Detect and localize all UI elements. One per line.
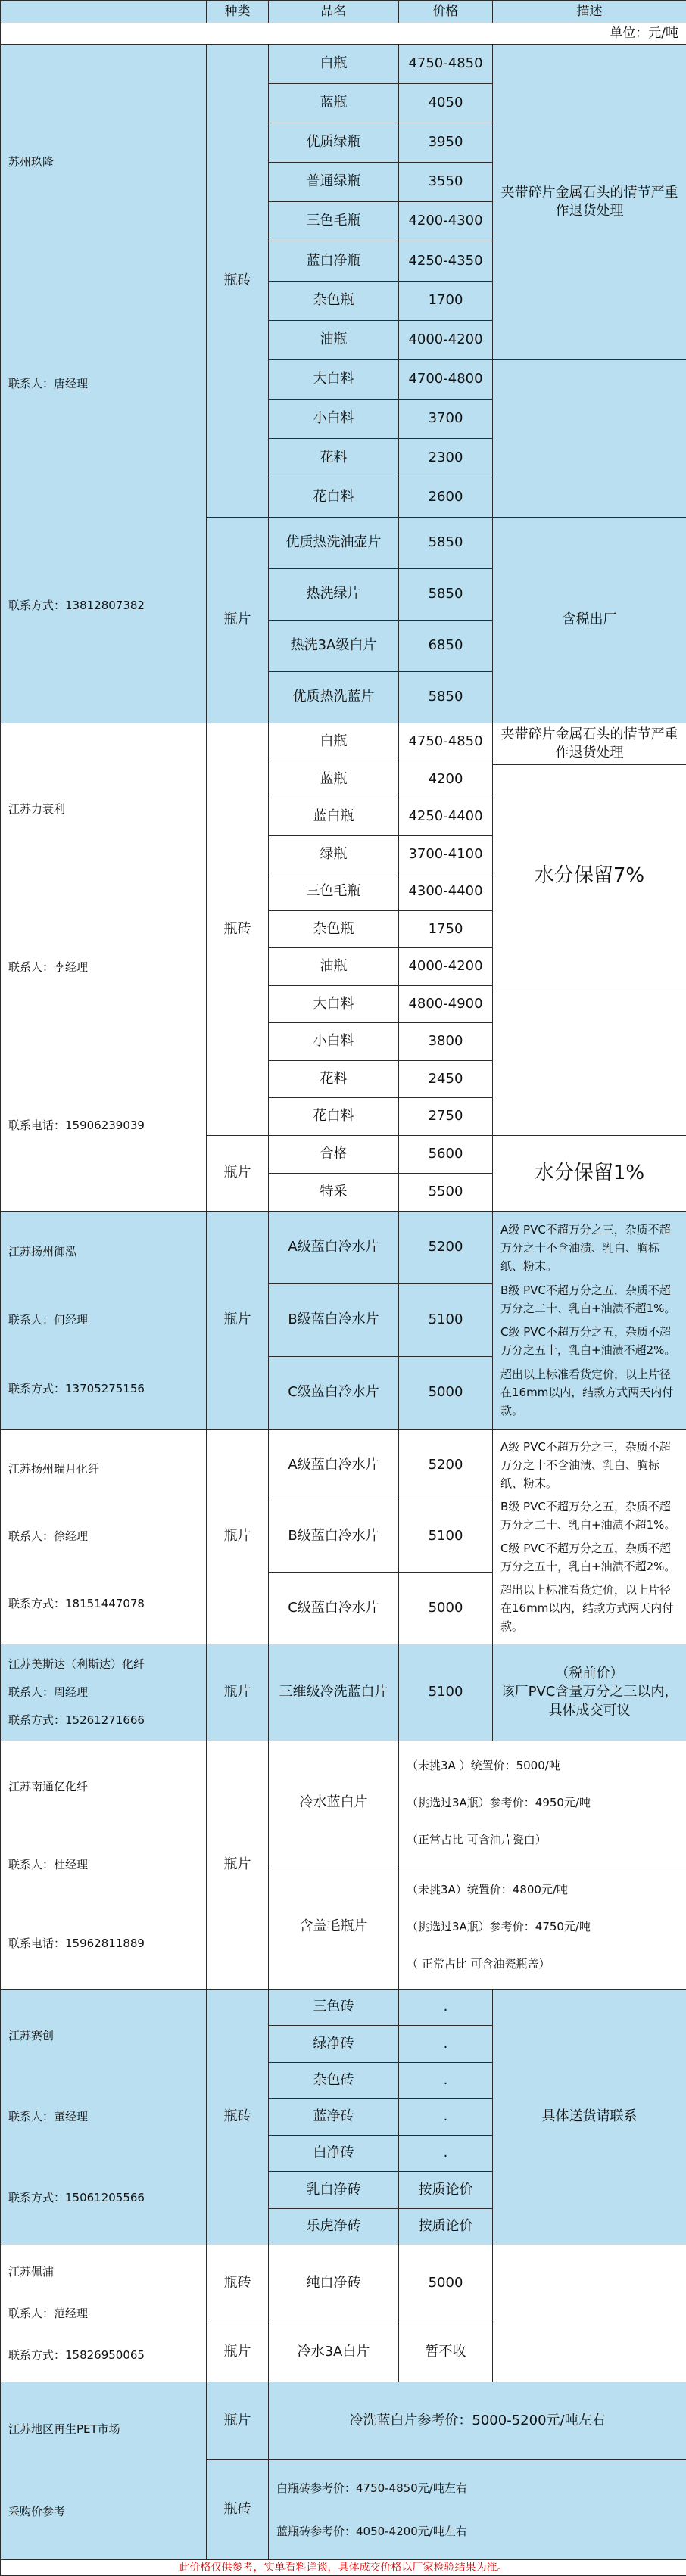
desc-contact: 具体送货请联系 xyxy=(492,1989,686,2245)
product-name: 冷水3A白片 xyxy=(268,2322,399,2382)
product-price: 2750 xyxy=(398,1097,493,1136)
product-name: 含盖毛瓶片 xyxy=(268,1865,399,1990)
cell-line: 联系人：范经理 xyxy=(8,2306,89,2320)
type-flake: 瓶片 xyxy=(206,517,269,723)
product-name: 大白料 xyxy=(268,359,399,400)
cell-line: 江苏佩浦 xyxy=(8,2265,55,2279)
product-name: B级蓝白冷水片 xyxy=(268,1283,399,1357)
cell-line: 联系人：徐经理 xyxy=(8,1529,89,1544)
cell-line: 联系方式：13812807382 xyxy=(8,599,145,613)
product-price: 3700-4100 xyxy=(398,835,493,873)
cell-line: （挑选过3A瓶）参考价：4950元/吨 xyxy=(407,1796,591,1810)
cell-line: 江苏地区再生PET市场 xyxy=(8,2422,120,2437)
product-price: 5500 xyxy=(398,1173,493,1212)
type-flake: 瓶片 xyxy=(206,2322,269,2382)
market-flake-price: 冷洗蓝白片参考价：5000-5200元/吨左右 xyxy=(268,2382,686,2460)
desc-blank xyxy=(492,359,686,518)
header-blank xyxy=(0,0,207,23)
cell-line: A级 PVC不超万分之三，杂质不超万分之十不含油渍、乳白、胸标纸、粉末。 xyxy=(500,1222,671,1273)
cell-line: 江苏扬州瑞月化纤 xyxy=(8,1462,100,1476)
product-price: 4800-4900 xyxy=(398,985,493,1023)
type-flake: 瓶片 xyxy=(206,1644,269,1741)
market-reference xyxy=(0,2382,207,2560)
product-price: 5200 xyxy=(398,1429,493,1501)
cell-line: 蓝瓶砖参考价：4050-4200元/吨左右 xyxy=(276,2525,467,2539)
cell-line: 白瓶砖参考价：4750-4850元/吨左右 xyxy=(276,2481,467,2495)
product-name: 大白料 xyxy=(268,985,399,1023)
cell-line: 江苏南通亿化纤 xyxy=(8,1779,89,1794)
product-name: 蓝瓶 xyxy=(268,83,399,123)
cell-line: （未挑3A）统置价：4800元/吨 xyxy=(407,1883,569,1897)
supplier-ruiyue xyxy=(0,1429,207,1644)
cell-line: 江苏美斯达（利斯达）化纤 xyxy=(8,1657,145,1672)
product-name: 绿净砖 xyxy=(268,2025,399,2063)
cell-line: 苏州玖隆 xyxy=(8,154,55,169)
price-notes xyxy=(398,1741,686,1865)
product-name: 小白料 xyxy=(268,399,399,439)
product-price: 4750-4850 xyxy=(398,44,493,84)
product-price: 5850 xyxy=(398,517,493,569)
product-price: 4750-4850 xyxy=(398,723,493,761)
product-name: 白瓶 xyxy=(268,44,399,84)
product-name: 杂色瓶 xyxy=(268,281,399,321)
product-price: 4000-4200 xyxy=(398,947,493,986)
product-name: 油瓶 xyxy=(268,947,399,986)
cell-line: 超出以上标准看货定价，以上片径在16mm以内，结款方式两天内付款。 xyxy=(500,1582,674,1633)
cell-line: 联系电话：15906239039 xyxy=(8,1118,145,1133)
cell-line: C级 PVC不超万分之五，杂质不超万分之五十，乳白+油渍不超2%。 xyxy=(500,1325,676,1358)
product-price: 1700 xyxy=(398,281,493,321)
supplier-lixin xyxy=(0,723,207,1212)
desc-meisida: （税前价） 该厂PVC含量万分之三以内，具体成交可议 xyxy=(492,1644,686,1741)
supplier-meisida xyxy=(0,1644,207,1741)
product-price: 按质论价 xyxy=(398,2171,493,2209)
cell-line: A级 PVC不超万分之三，杂质不超万分之十不含油渍、乳白、胸标纸、粉末。 xyxy=(500,1440,671,1491)
product-name: 小白料 xyxy=(268,1022,399,1061)
product-name: 花料 xyxy=(268,1060,399,1098)
product-price: 3550 xyxy=(398,162,493,202)
product-price: 4050 xyxy=(398,83,493,123)
product-price: 5850 xyxy=(398,568,493,621)
product-price: 3800 xyxy=(398,1022,493,1061)
type-brick: 瓶砖 xyxy=(206,2245,269,2322)
product-name: 白瓶 xyxy=(268,723,399,761)
product-name: 三色砖 xyxy=(268,1989,399,2026)
product-name: 优质热洗蓝片 xyxy=(268,671,399,723)
product-name: 乐虎净砖 xyxy=(268,2208,399,2245)
header-price: 价格 xyxy=(398,0,493,23)
cell-line: 江苏力衰利 xyxy=(8,801,66,816)
product-price: 6850 xyxy=(398,620,493,672)
type-flake: 瓶片 xyxy=(206,1135,269,1212)
product-price: 5100 xyxy=(398,1283,493,1357)
product-name: 三色毛瓶 xyxy=(268,201,399,241)
price-notes xyxy=(398,1865,686,1990)
type-flake: 瓶片 xyxy=(206,1741,269,1990)
product-price: 5000 xyxy=(398,1572,493,1644)
product-name: 花料 xyxy=(268,438,399,478)
cell-line: （未挑3A ）统置价：5000/吨 xyxy=(407,1759,560,1773)
product-price: 5100 xyxy=(398,1644,493,1741)
product-price: 2450 xyxy=(398,1060,493,1098)
product-name: 热洗3A级白片 xyxy=(268,620,399,672)
cell-line: 超出以上标准看货定价，以上片径在16mm以内，结款方式两天内付款。 xyxy=(500,1367,674,1418)
product-name: 油瓶 xyxy=(268,320,399,360)
cell-line: （ 正常占比 可含油瓷瓶盖） xyxy=(407,1957,550,1971)
desc-impurity: 夹带碎片金属石头的情节严重作退货处理 xyxy=(492,44,686,360)
cell-line: 联系人：何经理 xyxy=(8,1313,89,1327)
header-type: 种类 xyxy=(206,0,269,23)
cell-line: 江苏扬州御泓 xyxy=(8,1245,77,1259)
product-price: 2300 xyxy=(398,438,493,478)
product-price: 4250-4400 xyxy=(398,798,493,836)
product-price: 4250-4350 xyxy=(398,241,493,282)
product-name: 蓝白瓶 xyxy=(268,798,399,836)
product-price: 5000 xyxy=(398,2245,493,2322)
product-price: 2600 xyxy=(398,478,493,518)
grade-desc xyxy=(492,1429,686,1644)
cell-line: 联系方式：15826950065 xyxy=(8,2347,145,2362)
product-price: 1750 xyxy=(398,910,493,948)
product-name: 纯白净砖 xyxy=(268,2245,399,2322)
product-price: 4700-4800 xyxy=(398,359,493,400)
product-name: 三色毛瓶 xyxy=(268,873,399,911)
header-name: 品名 xyxy=(268,0,399,23)
product-name: 合格 xyxy=(268,1135,399,1174)
product-price: . xyxy=(398,2062,493,2099)
supplier-suzhou xyxy=(0,44,207,723)
product-name: C级蓝白冷水片 xyxy=(268,1356,399,1430)
product-name: 冷水蓝白片 xyxy=(268,1741,399,1865)
cell-line: 联系人：董经理 xyxy=(8,2110,89,2124)
type-brick: 瓶砖 xyxy=(206,1989,269,2245)
cell-line: 联系方式：15261271666 xyxy=(8,1713,145,1728)
product-name: 白净砖 xyxy=(268,2135,399,2172)
product-name: A级蓝白冷水片 xyxy=(268,1211,399,1284)
market-brick-prices xyxy=(268,2459,686,2560)
type-brick: 瓶砖 xyxy=(206,44,269,518)
product-price: . xyxy=(398,2025,493,2063)
cell-line: （挑选过3A瓶）参考价：4750元/吨 xyxy=(407,1920,591,1934)
desc-tax: 含税出厂 xyxy=(492,517,686,723)
cell-line: 联系人：杜经理 xyxy=(8,1858,89,1872)
cell-line: 联系方式：13705275156 xyxy=(8,1381,145,1395)
product-name: 三维级冷洗蓝白片 xyxy=(268,1644,399,1741)
product-price: 4200 xyxy=(398,761,493,798)
desc-water-1: 水分保留1% xyxy=(492,1135,686,1212)
product-price: 5200 xyxy=(398,1211,493,1284)
product-price: 3700 xyxy=(398,399,493,439)
product-name: 普通绿瓶 xyxy=(268,162,399,202)
footer-disclaimer: 此价格仅供参考，实单看料详谈，具体成交价格以厂家检验结果为准。 xyxy=(0,2559,686,2576)
product-price: 4300-4400 xyxy=(398,873,493,911)
product-price: 按质论价 xyxy=(398,2208,493,2245)
product-name: 蓝净砖 xyxy=(268,2098,399,2136)
desc-impurity: 夹带碎片金属石头的情节严重作退货处理 xyxy=(492,723,686,765)
cell-line: 联系方式：18151447078 xyxy=(8,1597,145,1611)
cell-line: 联系方式：15061205566 xyxy=(8,2191,145,2205)
desc-blank xyxy=(492,988,686,1136)
cell-line: 联系人：周经理 xyxy=(8,1685,89,1700)
product-price: 5600 xyxy=(398,1135,493,1174)
cell-line: 采购价参考 xyxy=(8,2505,66,2519)
cell-line: 联系人：李经理 xyxy=(8,960,89,974)
cell-line: 联系人：唐经理 xyxy=(8,376,89,390)
cell-line: （正常占比 可含油片瓷白） xyxy=(407,1833,547,1847)
product-name: 杂色瓶 xyxy=(268,910,399,948)
unit-note: 单位：元/吨 xyxy=(0,23,686,45)
product-name: B级蓝白冷水片 xyxy=(268,1501,399,1573)
product-name: 优质热洗油壶片 xyxy=(268,517,399,569)
product-name: 优质绿瓶 xyxy=(268,123,399,163)
header-desc: 描述 xyxy=(492,0,686,23)
product-name: A级蓝白冷水片 xyxy=(268,1429,399,1501)
product-name: 花白料 xyxy=(268,478,399,518)
product-name: 乳白净砖 xyxy=(268,2171,399,2209)
cell-line: C级 PVC不超万分之五，杂质不超万分之五十，乳白+油渍不超2%。 xyxy=(500,1541,676,1573)
cell-line: 联系电话：15962811889 xyxy=(8,1937,145,1951)
product-price: 暂不收 xyxy=(398,2322,493,2382)
product-name: 花白料 xyxy=(268,1097,399,1136)
product-name: C级蓝白冷水片 xyxy=(268,1572,399,1644)
supplier-yuhong xyxy=(0,1211,207,1430)
cell-line: B级 PVC不超万分之五，杂质不超万分之二十、乳白+油渍不超1%。 xyxy=(500,1500,676,1532)
product-price: 5100 xyxy=(398,1501,493,1573)
type-flake: 瓶片 xyxy=(206,1211,269,1430)
product-name: 蓝瓶 xyxy=(268,761,399,798)
product-price: 4000-4200 xyxy=(398,320,493,360)
cell-line: B级 PVC不超万分之五，杂质不超万分之二十、乳白+油渍不超1%。 xyxy=(500,1283,676,1315)
supplier-saichuang xyxy=(0,1989,207,2245)
type-brick: 瓶砖 xyxy=(206,723,269,1136)
product-price: 3950 xyxy=(398,123,493,163)
supplier-nantong xyxy=(0,1741,207,1990)
type-flake: 瓶片 xyxy=(206,2382,269,2460)
product-name: 杂色砖 xyxy=(268,2062,399,2099)
product-name: 蓝白净瓶 xyxy=(268,241,399,282)
product-price: . xyxy=(398,1989,493,2026)
cell-line: 江苏赛创 xyxy=(8,2029,55,2043)
supplier-peipu xyxy=(0,2245,207,2382)
desc-blank xyxy=(492,2245,686,2382)
type-brick: 瓶砖 xyxy=(206,2459,269,2560)
product-name: 绿瓶 xyxy=(268,835,399,873)
product-price: 5850 xyxy=(398,671,493,723)
product-price: 5000 xyxy=(398,1356,493,1430)
grade-desc xyxy=(492,1211,686,1430)
product-price: 4200-4300 xyxy=(398,201,493,241)
product-name: 热洗绿片 xyxy=(268,568,399,621)
type-flake: 瓶片 xyxy=(206,1429,269,1644)
desc-water-7: 水分保留7% xyxy=(492,764,686,988)
product-price: . xyxy=(398,2098,493,2136)
product-name: 特采 xyxy=(268,1173,399,1212)
product-price: . xyxy=(398,2135,493,2172)
